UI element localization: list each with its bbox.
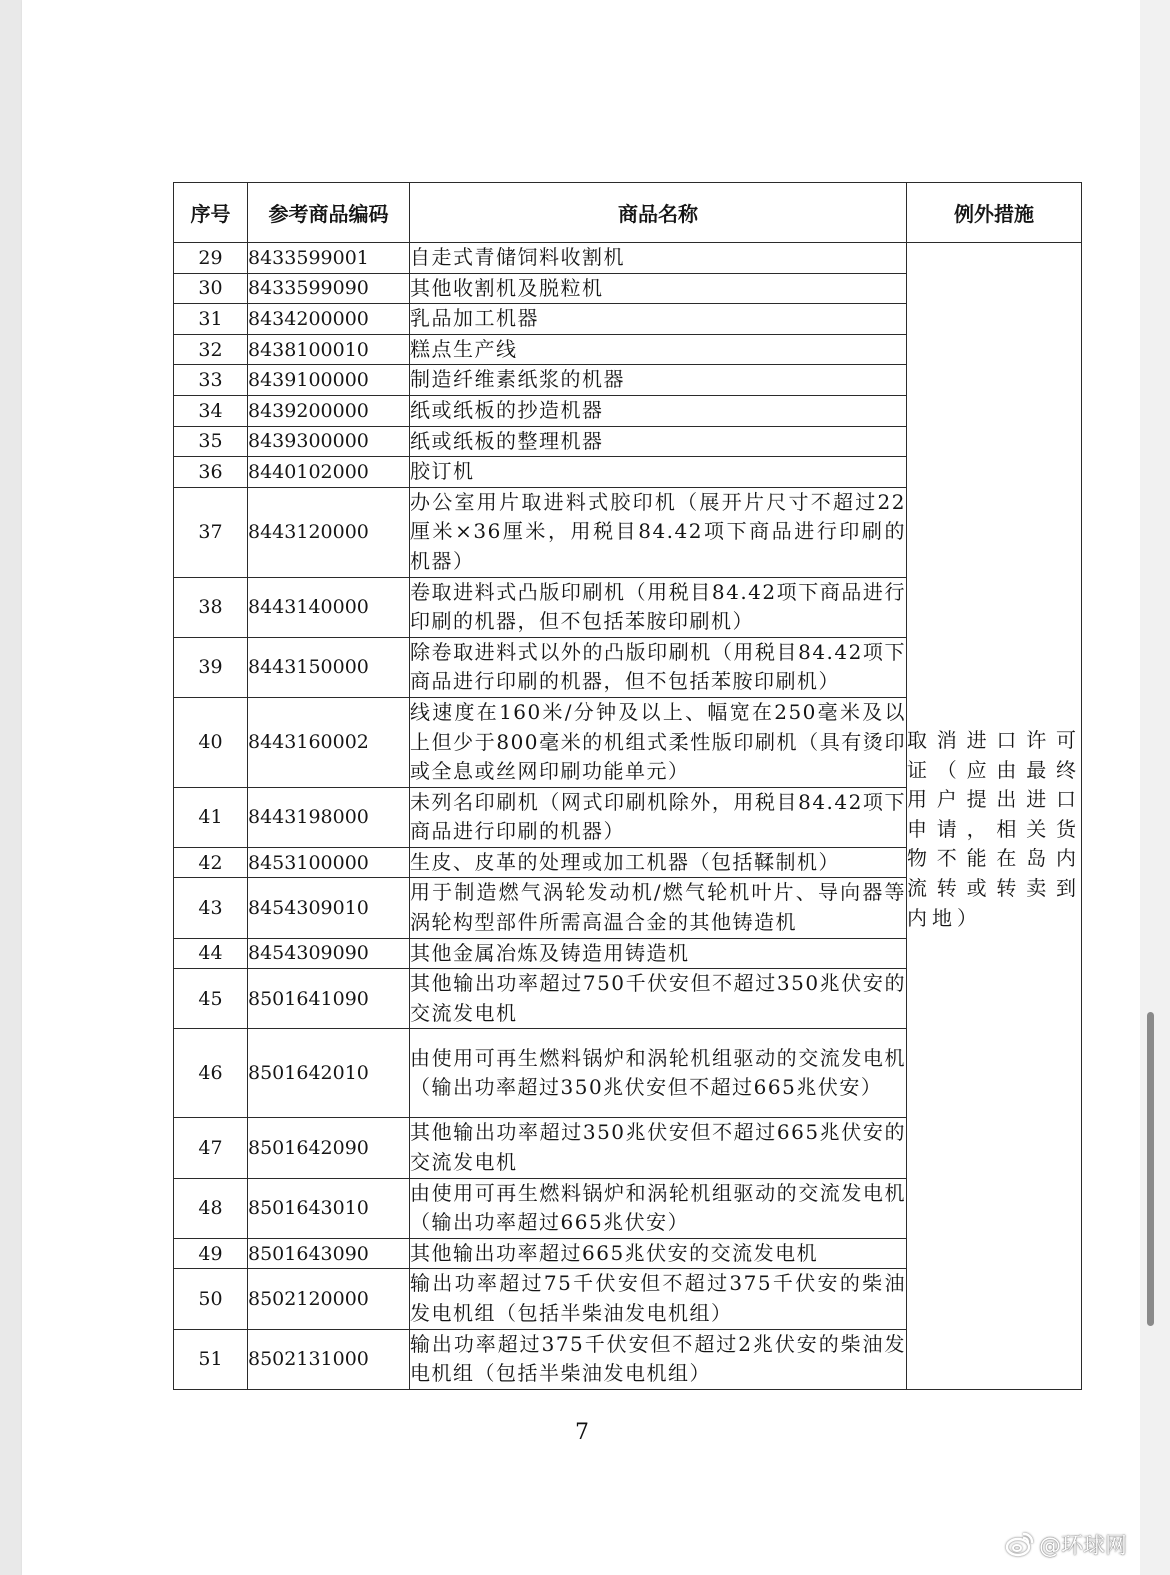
page-number: 7 <box>575 1420 589 1445</box>
exception-text: 取消进口许可证（应由最终用户提出进口申请，相关货物不能在岛内流转或转卖到内地） <box>907 728 1081 930</box>
row-index: 33 <box>174 365 248 396</box>
row-code: 8439200000 <box>248 395 410 426</box>
row-code: 8454309090 <box>248 938 410 969</box>
goods-table <box>173 182 1082 1390</box>
row-index: 35 <box>174 426 248 457</box>
table-header-row <box>174 183 1082 243</box>
row-code: 8439100000 <box>248 365 410 396</box>
row-name: 自走式青储饲料收割机 <box>410 243 907 274</box>
row-name: 纸或纸板的抄造机器 <box>410 395 907 426</box>
watermark <box>1005 1527 1127 1561</box>
row-index: 46 <box>174 1029 248 1118</box>
row-index: 51 <box>174 1329 248 1389</box>
row-name: 除卷取进料式以外的凸版印刷机（用税目84.42项下商品进行印刷的机器，但不包括苯胺印刷机） <box>410 637 907 697</box>
row-code: 8502120000 <box>248 1269 410 1329</box>
row-name: 卷取进料式凸版印刷机（用税目84.42项下商品进行印刷的机器，但不包括苯胺印刷机） <box>410 577 907 637</box>
row-code: 8502131000 <box>248 1329 410 1389</box>
row-code: 8501642090 <box>248 1118 410 1178</box>
row-name: 办公室用片取进料式胶印机（展开片尺寸不超过22厘米×36厘米，用税目84.42项下商品进行印刷的机器） <box>410 487 907 577</box>
row-code: 8501643010 <box>248 1178 410 1238</box>
row-name: 其他输出功率超过665兆伏安的交流发电机 <box>410 1238 907 1269</box>
row-index: 43 <box>174 878 248 938</box>
row-name: 纸或纸板的整理机器 <box>410 426 907 457</box>
row-name: 其他收割机及脱粒机 <box>410 273 907 304</box>
row-index: 30 <box>174 273 248 304</box>
row-code: 8501641090 <box>248 969 410 1029</box>
row-code: 8433599090 <box>248 273 410 304</box>
row-index: 42 <box>174 847 248 878</box>
row-name: 生皮、皮革的处理或加工机器（包括鞣制机） <box>410 847 907 878</box>
row-code: 8443160002 <box>248 697 410 787</box>
header-name: 商品名称 <box>410 183 907 243</box>
row-index: 47 <box>174 1118 248 1178</box>
row-index: 40 <box>174 697 248 787</box>
row-index: 50 <box>174 1269 248 1329</box>
row-index: 32 <box>174 334 248 365</box>
row-index: 38 <box>174 577 248 637</box>
row-name: 由使用可再生燃料锅炉和涡轮机组驱动的交流发电机（输出功率超过350兆伏安但不超过665兆伏安） <box>410 1029 907 1118</box>
row-index: 44 <box>174 938 248 969</box>
row-name: 输出功率超过375千伏安但不超过2兆伏安的柴油发电机组（包括半柴油发电机组） <box>410 1329 907 1389</box>
row-code: 8438100010 <box>248 334 410 365</box>
row-name: 其他输出功率超过350兆伏安但不超过665兆伏安的交流发电机 <box>410 1118 907 1178</box>
row-index: 49 <box>174 1238 248 1269</box>
row-code: 8443120000 <box>248 487 410 577</box>
row-index: 29 <box>174 243 248 274</box>
row-name: 未列名印刷机（网式印刷机除外，用税目84.42项下商品进行印刷的机器） <box>410 787 907 847</box>
row-name: 乳品加工机器 <box>410 304 907 335</box>
row-name: 线速度在160米/分钟及以上、幅宽在250毫米及以上但少于800毫米的机组式柔性版印刷机（具有烫印或全息或丝网印刷功能单元） <box>410 697 907 787</box>
row-name: 用于制造燃气涡轮发动机/燃气轮机叶片、导向器等涡轮构型部件所需高温合金的其他铸造机 <box>410 878 907 938</box>
row-index: 34 <box>174 395 248 426</box>
row-index: 45 <box>174 969 248 1029</box>
row-code: 8443140000 <box>248 577 410 637</box>
row-index: 31 <box>174 304 248 335</box>
row-code: 8443150000 <box>248 637 410 697</box>
table-body <box>174 243 1082 1390</box>
scrollbar-track[interactable] <box>1140 0 1170 1575</box>
row-name: 其他金属冶炼及铸造用铸造机 <box>410 938 907 969</box>
row-index: 41 <box>174 787 248 847</box>
row-code: 8454309010 <box>248 878 410 938</box>
scrollbar-thumb[interactable] <box>1147 1012 1154 1326</box>
row-name: 胶订机 <box>410 457 907 488</box>
row-code: 8439300000 <box>248 426 410 457</box>
header-code: 参考商品编码 <box>248 183 410 243</box>
row-code: 8453100000 <box>248 847 410 878</box>
row-name: 制造纤维素纸浆的机器 <box>410 365 907 396</box>
row-name: 由使用可再生燃料锅炉和涡轮机组驱动的交流发电机（输出功率超过665兆伏安） <box>410 1178 907 1238</box>
row-name: 其他输出功率超过750千伏安但不超过350兆伏安的交流发电机 <box>410 969 907 1029</box>
row-code: 8440102000 <box>248 457 410 488</box>
weibo-logo-icon <box>1005 1531 1035 1557</box>
watermark-text: @环球网 <box>1039 1533 1128 1559</box>
row-index: 36 <box>174 457 248 488</box>
row-code: 8434200000 <box>248 304 410 335</box>
row-code: 8443198000 <box>248 787 410 847</box>
row-name: 糕点生产线 <box>410 334 907 365</box>
header-index: 序号 <box>174 183 248 243</box>
row-index: 48 <box>174 1178 248 1238</box>
row-index: 37 <box>174 487 248 577</box>
row-index: 39 <box>174 637 248 697</box>
header-exception: 例外措施 <box>907 183 1082 243</box>
row-code: 8433599001 <box>248 243 410 274</box>
table-row <box>174 243 1082 274</box>
row-code: 8501642010 <box>248 1029 410 1118</box>
exception-cell <box>907 243 1082 1390</box>
row-code: 8501643090 <box>248 1238 410 1269</box>
row-name: 输出功率超过75千伏安但不超过375千伏安的柴油发电机组（包括半柴油发电机组） <box>410 1269 907 1329</box>
